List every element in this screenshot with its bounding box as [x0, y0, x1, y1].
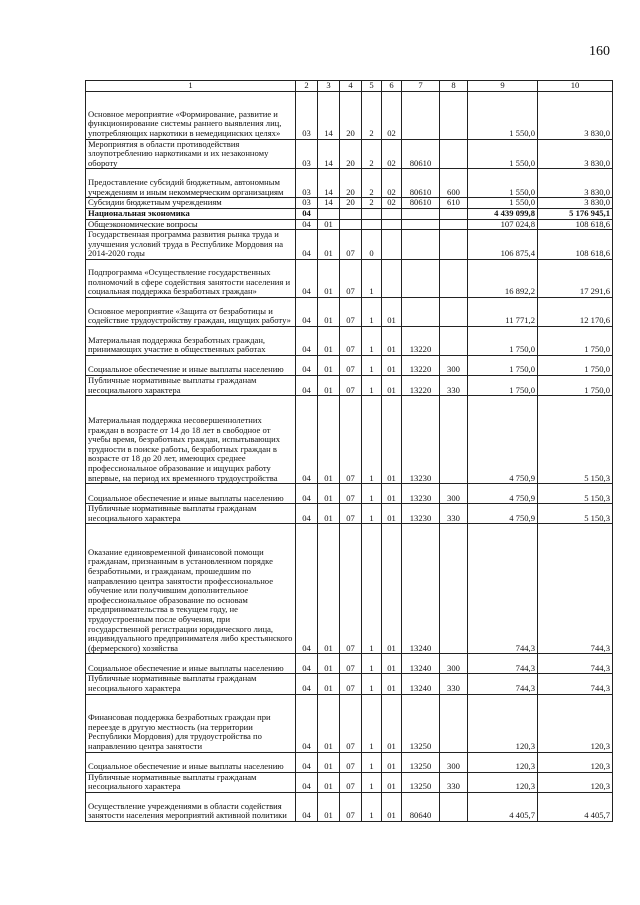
row-code-3: 14 [318, 139, 340, 169]
row-code-5: 0 [362, 230, 382, 260]
row-value-9: 1 550,0 [468, 169, 538, 198]
row-code-4: 20 [340, 169, 362, 198]
row-code-2: 03 [296, 139, 318, 169]
row-code-2: 03 [296, 91, 318, 139]
row-value-9: 4 750,9 [468, 396, 538, 484]
row-code-2: 04 [296, 654, 318, 674]
row-code-3: 14 [318, 198, 340, 209]
row-code-3: 01 [318, 752, 340, 772]
row-value-9: 11 771,2 [468, 297, 538, 326]
row-code-7 [402, 208, 440, 219]
row-code-4: 07 [340, 326, 362, 355]
row-value-9: 120,3 [468, 752, 538, 772]
row-code-8: 300 [440, 654, 468, 674]
row-value-10: 5 150,3 [538, 504, 613, 524]
row-code-3: 01 [318, 396, 340, 484]
table-row [86, 752, 613, 772]
table-row [86, 91, 613, 139]
table-row [86, 230, 613, 260]
row-code-8: 610 [440, 198, 468, 209]
row-code-7: 13240 [402, 674, 440, 694]
row-code-2: 04 [296, 792, 318, 821]
budget-table [85, 80, 613, 822]
row-code-4: 07 [340, 504, 362, 524]
row-name: Публичные нормативные выплаты гражданам несоциального характера [86, 504, 296, 524]
row-code-2: 04 [296, 208, 318, 219]
row-code-8 [440, 219, 468, 230]
row-code-8 [440, 91, 468, 139]
col-header-8: 8 [440, 81, 468, 92]
row-code-8: 330 [440, 504, 468, 524]
row-code-7: 13230 [402, 484, 440, 504]
row-name: Публичные нормативные выплаты гражданам несоциального характера [86, 772, 296, 792]
row-code-5: 1 [362, 524, 382, 654]
row-code-2: 04 [296, 396, 318, 484]
table-row [86, 524, 613, 654]
row-value-10: 5 150,3 [538, 396, 613, 484]
row-code-6 [382, 259, 402, 297]
row-code-8: 600 [440, 169, 468, 198]
row-value-9: 744,3 [468, 654, 538, 674]
row-code-3: 01 [318, 524, 340, 654]
row-code-6: 01 [382, 504, 402, 524]
row-code-6: 01 [382, 654, 402, 674]
table-row [86, 396, 613, 484]
row-code-3 [318, 208, 340, 219]
row-value-9: 1 750,0 [468, 326, 538, 355]
row-code-2: 04 [296, 484, 318, 504]
row-code-8 [440, 259, 468, 297]
row-code-5: 2 [362, 91, 382, 139]
row-code-4: 07 [340, 396, 362, 484]
row-code-5: 1 [362, 694, 382, 752]
row-code-8 [440, 694, 468, 752]
row-name: Мероприятия в области противодействия злоупотреблению наркотиками и их незаконному обороту [86, 139, 296, 169]
row-code-5: 1 [362, 326, 382, 355]
row-code-3: 14 [318, 169, 340, 198]
row-name: Материальная поддержка несовершеннолетних граждан в возрасте от 14 до 18 лет в свободное от учебы время, безработных граждан, испытывающих трудности в поиске работы, безработных граждан в возрасте от 18 до 20 лет, имеющих среднее профессиональное образование и ищущих работу впервые, на период их временного трудоустройства [86, 396, 296, 484]
row-value-10: 4 405,7 [538, 792, 613, 821]
row-name: Основное мероприятие «Формирование, развитие и функционирование системы раннего выявления лиц, употребляющих наркотики в немедицинских целях» [86, 91, 296, 139]
row-code-7 [402, 297, 440, 326]
row-code-2: 04 [296, 694, 318, 752]
row-code-5 [362, 219, 382, 230]
col-header-2: 2 [296, 81, 318, 92]
row-code-6: 01 [382, 396, 402, 484]
row-value-9: 744,3 [468, 674, 538, 694]
row-code-7: 13230 [402, 504, 440, 524]
row-code-5: 1 [362, 259, 382, 297]
table-row [86, 259, 613, 297]
table-row [86, 326, 613, 355]
row-code-7: 13240 [402, 654, 440, 674]
table-row [86, 674, 613, 694]
row-code-5: 2 [362, 139, 382, 169]
row-code-4: 07 [340, 230, 362, 260]
row-code-4: 07 [340, 484, 362, 504]
row-value-10: 108 618,6 [538, 230, 613, 260]
row-code-4: 07 [340, 694, 362, 752]
row-value-9: 1 750,0 [468, 375, 538, 395]
row-code-5: 1 [362, 772, 382, 792]
row-value-9: 744,3 [468, 524, 538, 654]
row-code-6: 01 [382, 484, 402, 504]
row-code-3: 01 [318, 326, 340, 355]
row-code-5 [362, 208, 382, 219]
row-name: Подпрограмма «Осуществление государственных полномочий в сфере содействия занятости населения и социальная поддержка безработных граждан» [86, 259, 296, 297]
row-value-9: 1 550,0 [468, 198, 538, 209]
row-code-3: 01 [318, 772, 340, 792]
row-name: Публичные нормативные выплаты гражданам несоциального характера [86, 674, 296, 694]
table-row [86, 297, 613, 326]
row-name: Публичные нормативные выплаты гражданам несоциального характера [86, 375, 296, 395]
row-name: Государственная программа развития рынка труда и улучшения условий труда в Республике Мордовия на 2014-2020 годы [86, 230, 296, 260]
row-code-2: 04 [296, 219, 318, 230]
row-code-2: 04 [296, 297, 318, 326]
row-code-6: 02 [382, 91, 402, 139]
row-code-2: 04 [296, 674, 318, 694]
row-code-2: 04 [296, 504, 318, 524]
col-header-1: 1 [86, 81, 296, 92]
row-value-9: 120,3 [468, 694, 538, 752]
row-code-3: 01 [318, 504, 340, 524]
row-code-7: 80610 [402, 139, 440, 169]
row-code-3: 01 [318, 355, 340, 375]
row-code-4: 07 [340, 654, 362, 674]
row-value-10: 120,3 [538, 694, 613, 752]
table-row [86, 504, 613, 524]
page-number: 160 [589, 44, 610, 59]
row-code-2: 03 [296, 198, 318, 209]
row-code-2: 04 [296, 230, 318, 260]
row-code-3: 01 [318, 654, 340, 674]
row-code-2: 04 [296, 524, 318, 654]
row-code-8 [440, 326, 468, 355]
row-code-8 [440, 396, 468, 484]
table-row [86, 654, 613, 674]
row-code-3: 01 [318, 297, 340, 326]
row-value-9: 106 875,4 [468, 230, 538, 260]
header-row [86, 81, 613, 92]
row-code-4: 07 [340, 259, 362, 297]
row-code-2: 04 [296, 752, 318, 772]
row-code-5: 1 [362, 504, 382, 524]
row-code-2: 04 [296, 259, 318, 297]
row-value-10: 120,3 [538, 752, 613, 772]
row-code-4: 07 [340, 674, 362, 694]
row-name: Предоставление субсидий бюджетным, автономным учреждениям и иным некоммерческим организациям [86, 169, 296, 198]
row-code-6: 01 [382, 674, 402, 694]
row-code-6 [382, 219, 402, 230]
row-value-9: 107 024,8 [468, 219, 538, 230]
col-header-9: 9 [468, 81, 538, 92]
row-value-10: 3 830,0 [538, 91, 613, 139]
table-row [86, 484, 613, 504]
row-code-4: 07 [340, 752, 362, 772]
row-code-4: 20 [340, 91, 362, 139]
row-code-8: 300 [440, 752, 468, 772]
row-code-5: 1 [362, 355, 382, 375]
row-value-10: 5 176 945,1 [538, 208, 613, 219]
row-value-10: 744,3 [538, 674, 613, 694]
col-header-6: 6 [382, 81, 402, 92]
row-name: Осуществление учреждениями в области содействия занятости населения мероприятий активной политики [86, 792, 296, 821]
row-code-8: 330 [440, 375, 468, 395]
row-value-10: 1 750,0 [538, 326, 613, 355]
row-code-8 [440, 297, 468, 326]
row-value-9: 4 750,9 [468, 484, 538, 504]
row-code-3: 01 [318, 259, 340, 297]
row-value-10: 5 150,3 [538, 484, 613, 504]
row-code-6: 01 [382, 752, 402, 772]
row-name: Финансовая поддержка безработных граждан при переезде в другую местность (на территории Республики Мордовия) для трудоустройства по направлению центра занятости [86, 694, 296, 752]
row-code-4: 20 [340, 139, 362, 169]
row-code-6: 02 [382, 198, 402, 209]
row-code-7: 13220 [402, 375, 440, 395]
row-code-3: 14 [318, 91, 340, 139]
row-value-10: 744,3 [538, 524, 613, 654]
row-code-4: 07 [340, 792, 362, 821]
row-name: Национальная экономика [86, 208, 296, 219]
row-code-7: 13220 [402, 355, 440, 375]
row-name: Социальное обеспечение и иные выплаты населению [86, 752, 296, 772]
table-row [86, 139, 613, 169]
row-code-6: 01 [382, 694, 402, 752]
row-code-4: 07 [340, 375, 362, 395]
row-code-5: 2 [362, 169, 382, 198]
row-code-5: 1 [362, 396, 382, 484]
row-code-6: 01 [382, 326, 402, 355]
row-code-2: 04 [296, 326, 318, 355]
row-value-10: 3 830,0 [538, 139, 613, 169]
row-code-7: 13230 [402, 396, 440, 484]
row-code-5: 1 [362, 297, 382, 326]
row-value-9: 16 892,2 [468, 259, 538, 297]
row-value-10: 12 170,6 [538, 297, 613, 326]
row-code-7: 13220 [402, 326, 440, 355]
col-header-3: 3 [318, 81, 340, 92]
row-code-5: 1 [362, 792, 382, 821]
row-code-6: 01 [382, 524, 402, 654]
row-value-10: 3 830,0 [538, 198, 613, 209]
row-code-3: 01 [318, 694, 340, 752]
row-code-8 [440, 139, 468, 169]
row-code-5: 1 [362, 484, 382, 504]
row-value-9: 4 750,9 [468, 504, 538, 524]
row-code-8 [440, 208, 468, 219]
row-code-2: 04 [296, 772, 318, 792]
row-value-9: 1 550,0 [468, 139, 538, 169]
table-row [86, 219, 613, 230]
row-code-8: 330 [440, 772, 468, 792]
row-code-2: 04 [296, 375, 318, 395]
table-row [86, 772, 613, 792]
row-code-7 [402, 91, 440, 139]
col-header-4: 4 [340, 81, 362, 92]
row-code-6: 01 [382, 792, 402, 821]
row-code-8: 300 [440, 484, 468, 504]
row-code-8: 300 [440, 355, 468, 375]
row-name: Социальное обеспечение и иные выплаты населению [86, 484, 296, 504]
row-code-3: 01 [318, 484, 340, 504]
row-code-6: 01 [382, 375, 402, 395]
row-code-3: 01 [318, 375, 340, 395]
row-code-2: 04 [296, 355, 318, 375]
table-row [86, 355, 613, 375]
row-code-4: 07 [340, 524, 362, 654]
row-code-3: 01 [318, 792, 340, 821]
row-code-6: 01 [382, 297, 402, 326]
row-value-10: 17 291,6 [538, 259, 613, 297]
row-value-9: 4 405,7 [468, 792, 538, 821]
row-code-6: 01 [382, 355, 402, 375]
row-code-2: 03 [296, 169, 318, 198]
row-code-5: 1 [362, 752, 382, 772]
table-row [86, 198, 613, 209]
row-value-10: 1 750,0 [538, 375, 613, 395]
table-row [86, 169, 613, 198]
row-name: Социальное обеспечение и иные выплаты населению [86, 654, 296, 674]
row-code-7: 80640 [402, 792, 440, 821]
row-name: Общеэкономические вопросы [86, 219, 296, 230]
row-code-7 [402, 219, 440, 230]
row-code-6 [382, 208, 402, 219]
row-code-7: 80610 [402, 198, 440, 209]
col-header-10: 10 [538, 81, 613, 92]
row-code-3: 01 [318, 230, 340, 260]
row-code-5: 1 [362, 654, 382, 674]
row-value-10: 108 618,6 [538, 219, 613, 230]
row-code-5: 1 [362, 375, 382, 395]
row-value-10: 1 750,0 [538, 355, 613, 375]
row-value-10: 3 830,0 [538, 169, 613, 198]
row-code-4: 07 [340, 297, 362, 326]
row-code-7: 13250 [402, 772, 440, 792]
row-code-8 [440, 230, 468, 260]
table-row [86, 792, 613, 821]
row-code-6: 02 [382, 169, 402, 198]
row-code-7: 80610 [402, 169, 440, 198]
row-value-9: 120,3 [468, 772, 538, 792]
row-code-6: 01 [382, 772, 402, 792]
row-name: Материальная поддержка безработных граждан, принимающих участие в общественных работах [86, 326, 296, 355]
table-row [86, 375, 613, 395]
row-code-6 [382, 230, 402, 260]
col-header-5: 5 [362, 81, 382, 92]
row-name: Социальное обеспечение и иные выплаты населению [86, 355, 296, 375]
row-code-7: 13240 [402, 524, 440, 654]
row-code-7 [402, 230, 440, 260]
row-code-4: 20 [340, 198, 362, 209]
row-code-4: 07 [340, 772, 362, 792]
row-code-8: 330 [440, 674, 468, 694]
row-code-7: 13250 [402, 752, 440, 772]
row-code-6: 02 [382, 139, 402, 169]
col-header-7: 7 [402, 81, 440, 92]
row-code-4 [340, 208, 362, 219]
row-value-9: 1 750,0 [468, 355, 538, 375]
table-body [86, 91, 613, 821]
row-value-9: 4 439 099,8 [468, 208, 538, 219]
row-value-10: 744,3 [538, 654, 613, 674]
row-value-10: 120,3 [538, 772, 613, 792]
row-code-5: 2 [362, 198, 382, 209]
row-code-4: 07 [340, 355, 362, 375]
table-row [86, 694, 613, 752]
table-row [86, 208, 613, 219]
row-code-8 [440, 792, 468, 821]
row-name: Основное мероприятие «Защита от безработицы и содействие трудоустройству граждан, ищущих работу» [86, 297, 296, 326]
row-value-9: 1 550,0 [468, 91, 538, 139]
row-code-4 [340, 219, 362, 230]
row-name: Субсидии бюджетным учреждениям [86, 198, 296, 209]
row-code-5: 1 [362, 674, 382, 694]
row-code-8 [440, 524, 468, 654]
row-code-7: 13250 [402, 694, 440, 752]
row-name: Оказание единовременной финансовой помощи гражданам, признанным в установленном порядке безработными, и гражданам, прошедшим по направлению центра занятости профессиональное обучение или получившим дополнительное профессиональное образование по основам предпринимательства в текущем году, не трудоустроенным после обучения, при государственной регистрации юридического лица, индивидуального предпринимателя либо крестьянского (фермерского) хозяйства [86, 524, 296, 654]
row-code-3: 01 [318, 674, 340, 694]
row-code-3: 01 [318, 219, 340, 230]
row-code-7 [402, 259, 440, 297]
